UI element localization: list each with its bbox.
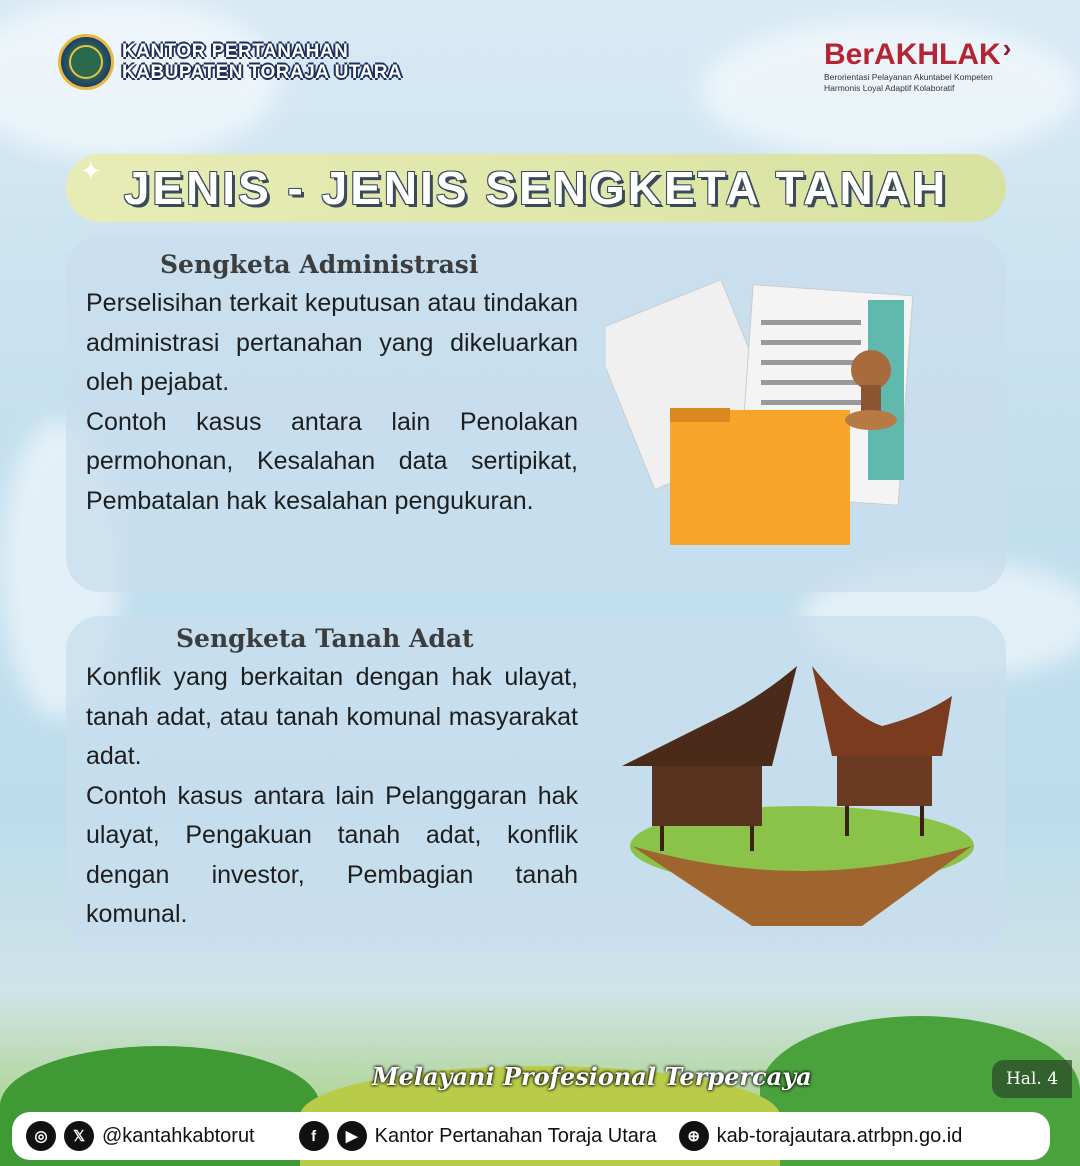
chevron-icon: › xyxy=(1002,33,1012,63)
berakhlak-sub2: Harmonis Loyal Adaptif Kolaboratif xyxy=(824,83,955,93)
tagline: Melayani Profesional Terpercaya xyxy=(372,1062,812,1091)
fb-yt-name[interactable]: Kantor Pertanahan Toraja Utara xyxy=(374,1124,657,1147)
page-number: Hal. 4 xyxy=(992,1060,1072,1098)
org-name-line1: KANTOR PERTANAHAN xyxy=(122,41,349,62)
section-heading: Sengketa Administrasi xyxy=(160,250,479,279)
globe-emblem-icon xyxy=(58,34,114,90)
section-text: Konflik yang berkaitan dengan hak ulayat, tanah adat, atau tanah komunal masyarakat adat. Contoh kasus antara lain Pelanggaran hak ulayat, Pengakuan tanah adat, konflik dengan investor, Pembagian tanah komunal. xyxy=(86,663,578,928)
org-logo xyxy=(58,34,402,90)
website-link[interactable]: kab-torajautara.atrbpn.go.id xyxy=(716,1124,963,1147)
facebook-icon[interactable]: f xyxy=(299,1121,329,1151)
x-twitter-icon[interactable]: 𝕏 xyxy=(64,1121,94,1151)
sparkle-icon: ✦ xyxy=(80,156,102,186)
org-name-line2: KABUPATEN TORAJA UTARA xyxy=(122,62,403,83)
documents-folder-illustration xyxy=(606,260,926,550)
tongkonan-island-illustration xyxy=(622,656,982,936)
card-tanah-adat xyxy=(66,616,1006,952)
berakhlak-logo xyxy=(824,33,1012,94)
web-globe-icon[interactable]: ⊕ xyxy=(679,1121,709,1151)
berakhlak-sub1: Berorientasi Pelayanan Akuntabel Kompeten xyxy=(824,72,993,82)
title-banner xyxy=(66,154,1006,222)
section-text: Perselisihan terkait keputusan atau tindakan administrasi pertanahan yang dikeluarkan oleh pejabat. Contoh kasus antara lain Penolakan permohonan, Kesalahan data sertipikat, Pembatalan hak kesalahan pengukuran. xyxy=(86,289,578,515)
berakhlak-name: BerAKHLAK xyxy=(824,38,1001,71)
footer-bar xyxy=(12,1112,1050,1160)
page-title: JENIS - JENIS SENGKETA TANAH xyxy=(123,162,949,214)
youtube-icon[interactable]: ▶ xyxy=(337,1121,367,1151)
social-handle[interactable]: @kantahkabtorut xyxy=(102,1124,255,1147)
card-administrasi xyxy=(66,236,1006,592)
instagram-icon[interactable]: ◎ xyxy=(26,1121,56,1151)
section-heading: Sengketa Tanah Adat xyxy=(176,624,474,653)
